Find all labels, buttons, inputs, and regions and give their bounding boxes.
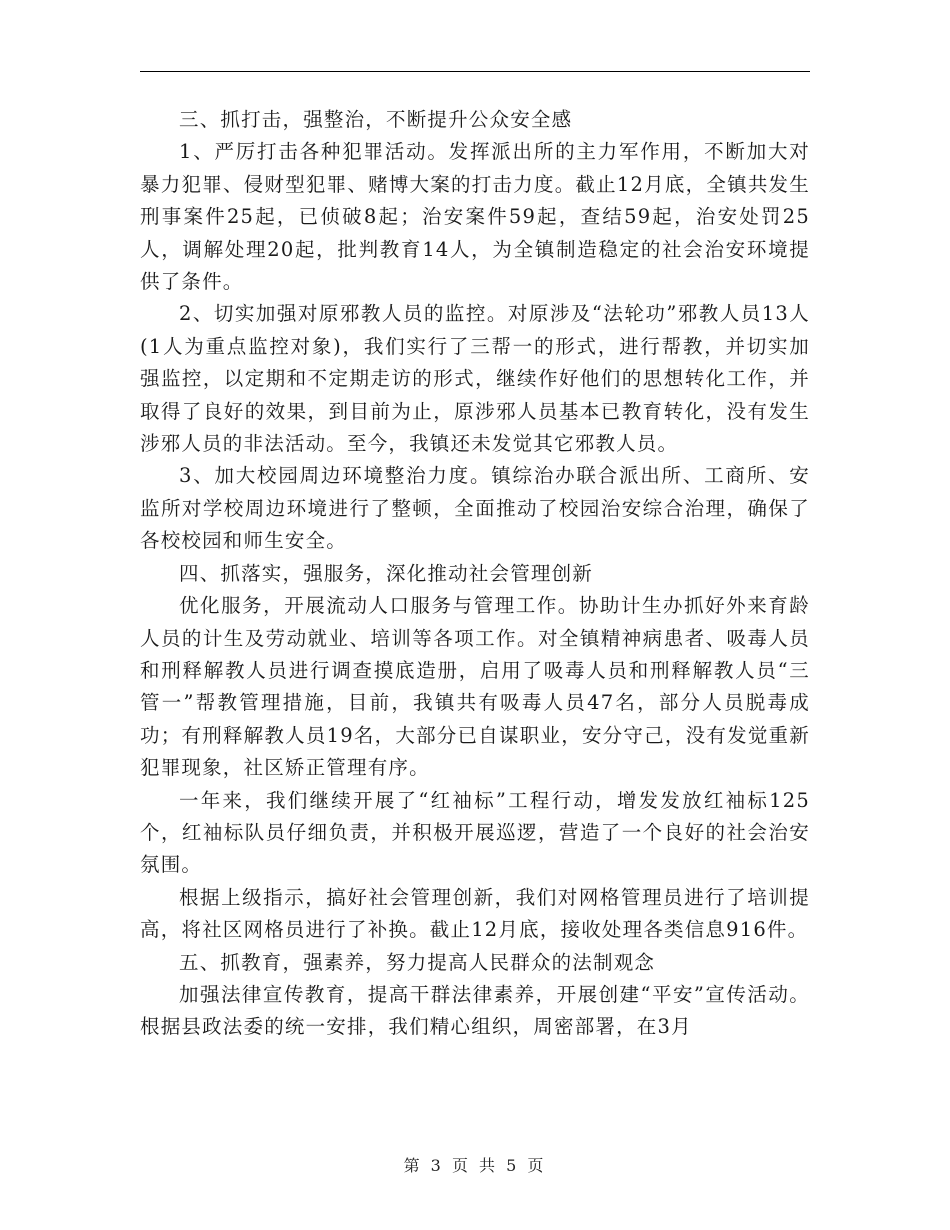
page-footer: 第 3 页 共 5 页 [403,1156,547,1175]
paragraph-crime-crackdown: 1、严厉打击各种犯罪活动。发挥派出所的主力军作用，不断加大对暴力犯罪、侵财型犯罪、赌博大案的打击力度。截止12月底，全镇共发生刑事案件25起，已侦破8起；治安案件59起，查结59起，治安处罚25人，调解处理20起，批判教育14人，为全镇制造稳定的社会治安环境提供了条件。 [140,140,810,294]
paragraph-grid-management: 根据上级指示，搞好社会管理创新，我们对网格管理员进行了培训提高，将社区网格员进行了补换。截止12月底，接收处理各类信息916件。 [140,885,810,942]
paragraph-legal-education: 加强法律宣传教育，提高干群法律素养，开展创建“平安”宣传活动。根据县政法委的统一安排，我们精心组织，周密部署，在3月 [140,982,810,1039]
header-rule [140,71,810,72]
section-heading-4: 四、抓落实，强服务，深化推动社会管理创新 [179,561,594,585]
section-heading-3: 三、抓打击，强整治，不断提升公众安全感 [179,108,573,131]
paragraph-floating-population: 优化服务，开展流动人口服务与管理工作。协助计生办抓好外来育龄人员的计生及劳动就业、培训等各项工作。对全镇精神病患者、吸毒人员和刑释解教人员进行调查摸底造册，启用了吸毒人员和刑释解教人员“三管一”帮教管理措施，目前，我镇共有吸毒人员47名，部分人员脱毒成功；有刑释解教人员19名，大部分已自谋职业，安分守己，没有发觉重新犯罪现象，社区矫正管理有序。 [140,594,810,780]
paragraph-campus-environment: 3、加大校园周边环境整治力度。镇综治办联合派出所、工商所、安监所对学校周边环境进行了整顿，全面推动了校园治安综合治理，确保了各校校园和师生安全。 [140,464,810,553]
document-body [140,104,810,1044]
paragraph-red-armband: 一年来，我们继续开展了“红袖标”工程行动，增发发放红袖标125个，红袖标队员仔细负责，并积极开展巡逻，营造了一个良好的社会治安氛围。 [140,788,810,877]
paragraph-cult-monitoring: 2、切实加强对原邪教人员的监控。对原涉及“法轮功”邪教人员13人(1人为重点监控对象)，我们实行了三帮一的形式，进行帮教，并切实加强监控，以定期和不定期走访的形式，继续作好他们的思想转化工作，并取得了良好的效果，到目前为止，原涉邪人员基本已教育转化，没有发生涉邪人员的非法活动。至今，我镇还未发觉其它邪教人员。 [140,302,810,456]
section-heading-5: 五、抓教育，强素养，努力提高人民群众的法制观念 [179,950,656,974]
